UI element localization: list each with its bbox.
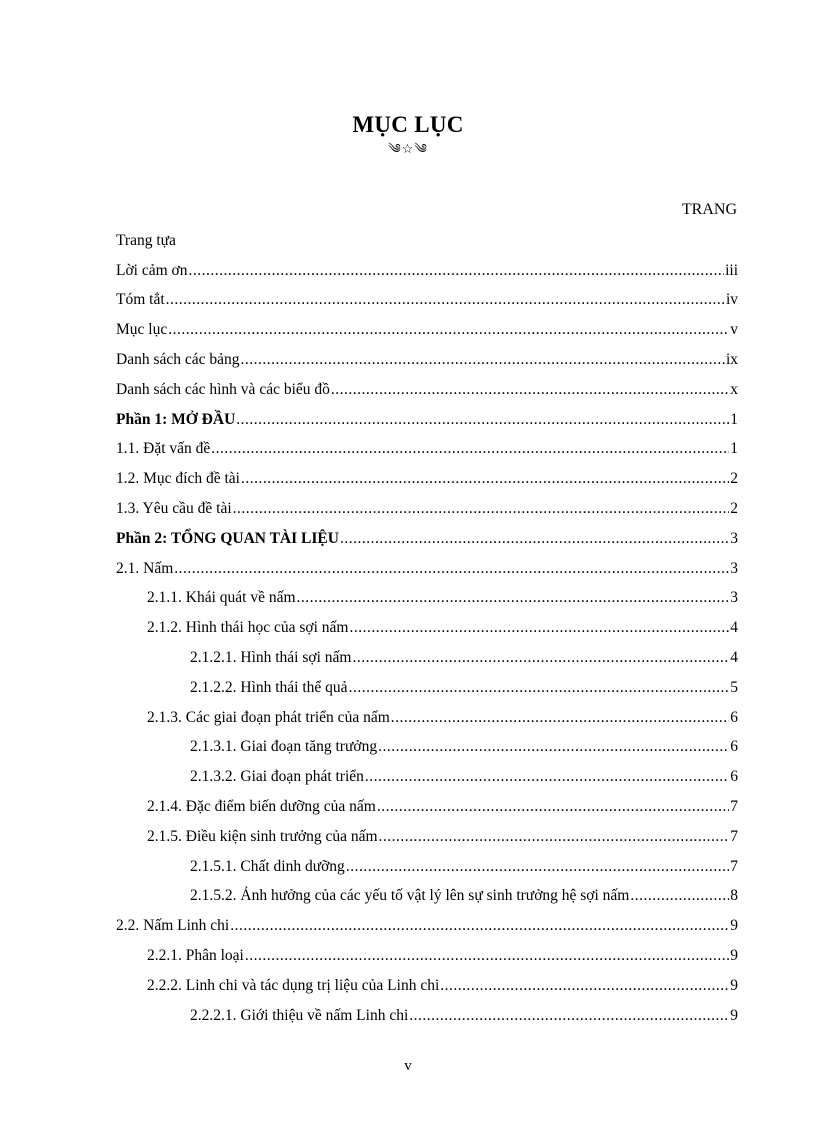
toc-entry[interactable] xyxy=(116,518,738,548)
toc-entry-label: 2.1.5.2. Ảnh hưởng của các yếu tố vật lý lên sự sinh trưởng hệ sợi nấm xyxy=(190,887,630,905)
toc-dot-leader xyxy=(245,946,729,965)
toc-entry-page: 4 xyxy=(730,648,738,666)
footer-page-number: v xyxy=(404,1058,412,1074)
toc-entry-page: 9 xyxy=(730,1006,738,1024)
toc-entry-page: 5 xyxy=(730,678,738,696)
toc-entry-label: Tóm tắt xyxy=(116,291,165,309)
toc-entry-page: x xyxy=(730,380,738,398)
toc-entry-page: 6 xyxy=(730,708,738,726)
toc-dot-leader xyxy=(377,797,729,816)
toc-entry[interactable] xyxy=(116,786,738,816)
toc-entry[interactable] xyxy=(116,458,738,488)
toc-entry[interactable] xyxy=(116,339,738,369)
toc-entry-page: iv xyxy=(725,291,738,309)
toc-entry-page: 6 xyxy=(730,738,738,756)
toc-entry-label: Phần 2: TỔNG QUAN TÀI LIỆU xyxy=(116,529,339,547)
toc-dot-leader xyxy=(440,976,729,995)
table-of-contents xyxy=(116,220,738,1025)
toc-entry-label: 1.3. Yêu cầu đề tài xyxy=(116,499,232,517)
toc-dot-leader xyxy=(168,320,729,339)
toc-dot-leader xyxy=(241,350,725,369)
toc-entry-page: 7 xyxy=(730,827,738,845)
toc-entry-label: 2.1.3.1. Giai đoạn tăng trưởng xyxy=(190,738,378,756)
toc-dot-leader xyxy=(188,261,724,280)
toc-dot-leader xyxy=(379,827,730,846)
toc-dot-leader xyxy=(174,559,729,578)
toc-entry-label: Phần 1: MỞ ĐẦU xyxy=(116,410,236,428)
toc-dot-leader xyxy=(630,886,729,905)
page-title: MỤC LỤC xyxy=(352,112,464,137)
toc-entry-page: 3 xyxy=(730,589,738,607)
toc-entry-label: 2.2.2. Linh chi và tác dụng trị liệu của Linh chi xyxy=(147,976,440,994)
toc-entry-page: 7 xyxy=(730,797,738,815)
toc-entry[interactable] xyxy=(116,280,738,310)
toc-entry[interactable] xyxy=(116,578,738,608)
toc-entry[interactable] xyxy=(116,846,738,876)
toc-entry-page: 2 xyxy=(730,470,738,488)
toc-entry[interactable] xyxy=(116,756,738,786)
toc-dot-leader xyxy=(297,588,730,607)
toc-entry-label: 2.2. Nấm Linh chi xyxy=(116,917,230,935)
toc-dot-leader xyxy=(409,1006,729,1025)
toc-dot-leader xyxy=(340,529,729,548)
toc-entry-page: 8 xyxy=(730,887,738,905)
toc-entry[interactable] xyxy=(116,995,738,1025)
toc-entry-label: 2.1.1. Khái quát về nấm xyxy=(147,589,296,607)
toc-dot-leader xyxy=(352,648,729,667)
toc-entry-page: iii xyxy=(725,261,738,279)
toc-dot-leader xyxy=(346,857,729,876)
toc-entry-label: Danh sách các bảng xyxy=(116,350,240,368)
toc-entry[interactable] xyxy=(116,399,738,429)
toc-entry-label: 2.1.3.2. Giai đoạn phát triển xyxy=(190,768,364,786)
page-column-header: TRANG xyxy=(681,201,737,218)
ornament-divider: ༄☆༄ xyxy=(388,141,428,156)
toc-entry[interactable] xyxy=(116,935,738,965)
toc-dot-leader xyxy=(166,290,725,309)
toc-entry-page: v xyxy=(730,321,738,339)
toc-dot-leader xyxy=(236,410,729,429)
toc-dot-leader xyxy=(233,499,730,518)
toc-entry-label: Mục lục xyxy=(116,321,168,339)
toc-entry[interactable] xyxy=(116,816,738,846)
toc-dot-leader xyxy=(349,618,729,637)
toc-entry-label: 2.1.2.2. Hình thái thể quả xyxy=(190,678,348,696)
toc-dot-leader xyxy=(349,678,730,697)
toc-entry[interactable] xyxy=(116,637,738,667)
toc-entry[interactable] xyxy=(116,488,738,518)
toc-dot-leader xyxy=(378,737,729,756)
toc-entry-page: 7 xyxy=(730,857,738,875)
toc-entry[interactable] xyxy=(116,369,738,399)
toc-entry-label: Lời cảm ơn xyxy=(116,261,188,279)
toc-entry[interactable] xyxy=(116,607,738,637)
toc-entry-page: 1 xyxy=(730,440,738,458)
toc-entry[interactable] xyxy=(116,876,738,906)
toc-entry-label: 2.1.2. Hình thái học của sợi nấm xyxy=(147,619,349,637)
toc-entry[interactable] xyxy=(116,309,738,339)
toc-entry-label: 2.1.4. Đặc điểm biến dưỡng của nấm xyxy=(147,797,376,815)
toc-entry-label: Danh sách các hình và các biểu đồ xyxy=(116,380,330,398)
toc-dot-leader xyxy=(391,708,729,727)
toc-entry[interactable] xyxy=(116,905,738,935)
toc-entry[interactable] xyxy=(116,220,738,250)
toc-entry-page: 4 xyxy=(730,619,738,637)
toc-entry-page: ix xyxy=(725,350,738,368)
toc-dot-leader xyxy=(365,767,729,786)
toc-dot-leader xyxy=(331,380,729,399)
toc-entry[interactable] xyxy=(116,697,738,727)
toc-entry-label: 2.1.5.1. Chất dinh dưỡng xyxy=(190,857,345,875)
toc-entry[interactable] xyxy=(116,548,738,578)
toc-entry-page: 3 xyxy=(730,559,738,577)
toc-entry-page: 6 xyxy=(730,768,738,786)
toc-entry-page: 1 xyxy=(730,410,738,428)
toc-entry-label: 2.1. Nấm xyxy=(116,559,174,577)
toc-entry-page: 9 xyxy=(730,917,738,935)
toc-entry[interactable] xyxy=(116,667,738,697)
toc-entry-label: 2.1.2.1. Hình thái sợi nấm xyxy=(190,648,352,666)
toc-entry-page: 2 xyxy=(730,499,738,517)
toc-entry[interactable] xyxy=(116,727,738,757)
toc-entry-page: 9 xyxy=(730,946,738,964)
toc-entry-label: 2.2.2.1. Giới thiệu về nấm Linh chi xyxy=(190,1006,409,1024)
toc-entry-page: 9 xyxy=(730,976,738,994)
toc-entry-label: 1.2. Mục đích đề tài xyxy=(116,470,240,488)
toc-entry-label: 2.1.3. Các giai đoạn phát triển của nấm xyxy=(147,708,390,726)
toc-dot-leader xyxy=(230,916,729,935)
toc-entry[interactable] xyxy=(116,965,738,995)
toc-entry[interactable] xyxy=(116,429,738,459)
toc-entry-label: 2.2.1. Phân loại xyxy=(147,946,244,964)
toc-entry[interactable] xyxy=(116,250,738,280)
toc-entry-label: 2.1.5. Điều kiện sinh trưởng của nấm xyxy=(147,827,378,845)
toc-entry-page: 3 xyxy=(730,529,738,547)
toc-entry-label: Trang tựa xyxy=(116,231,176,249)
toc-entry-label: 1.1. Đặt vấn đề xyxy=(116,440,211,458)
toc-dot-leader xyxy=(211,439,729,458)
toc-dot-leader xyxy=(241,469,729,488)
